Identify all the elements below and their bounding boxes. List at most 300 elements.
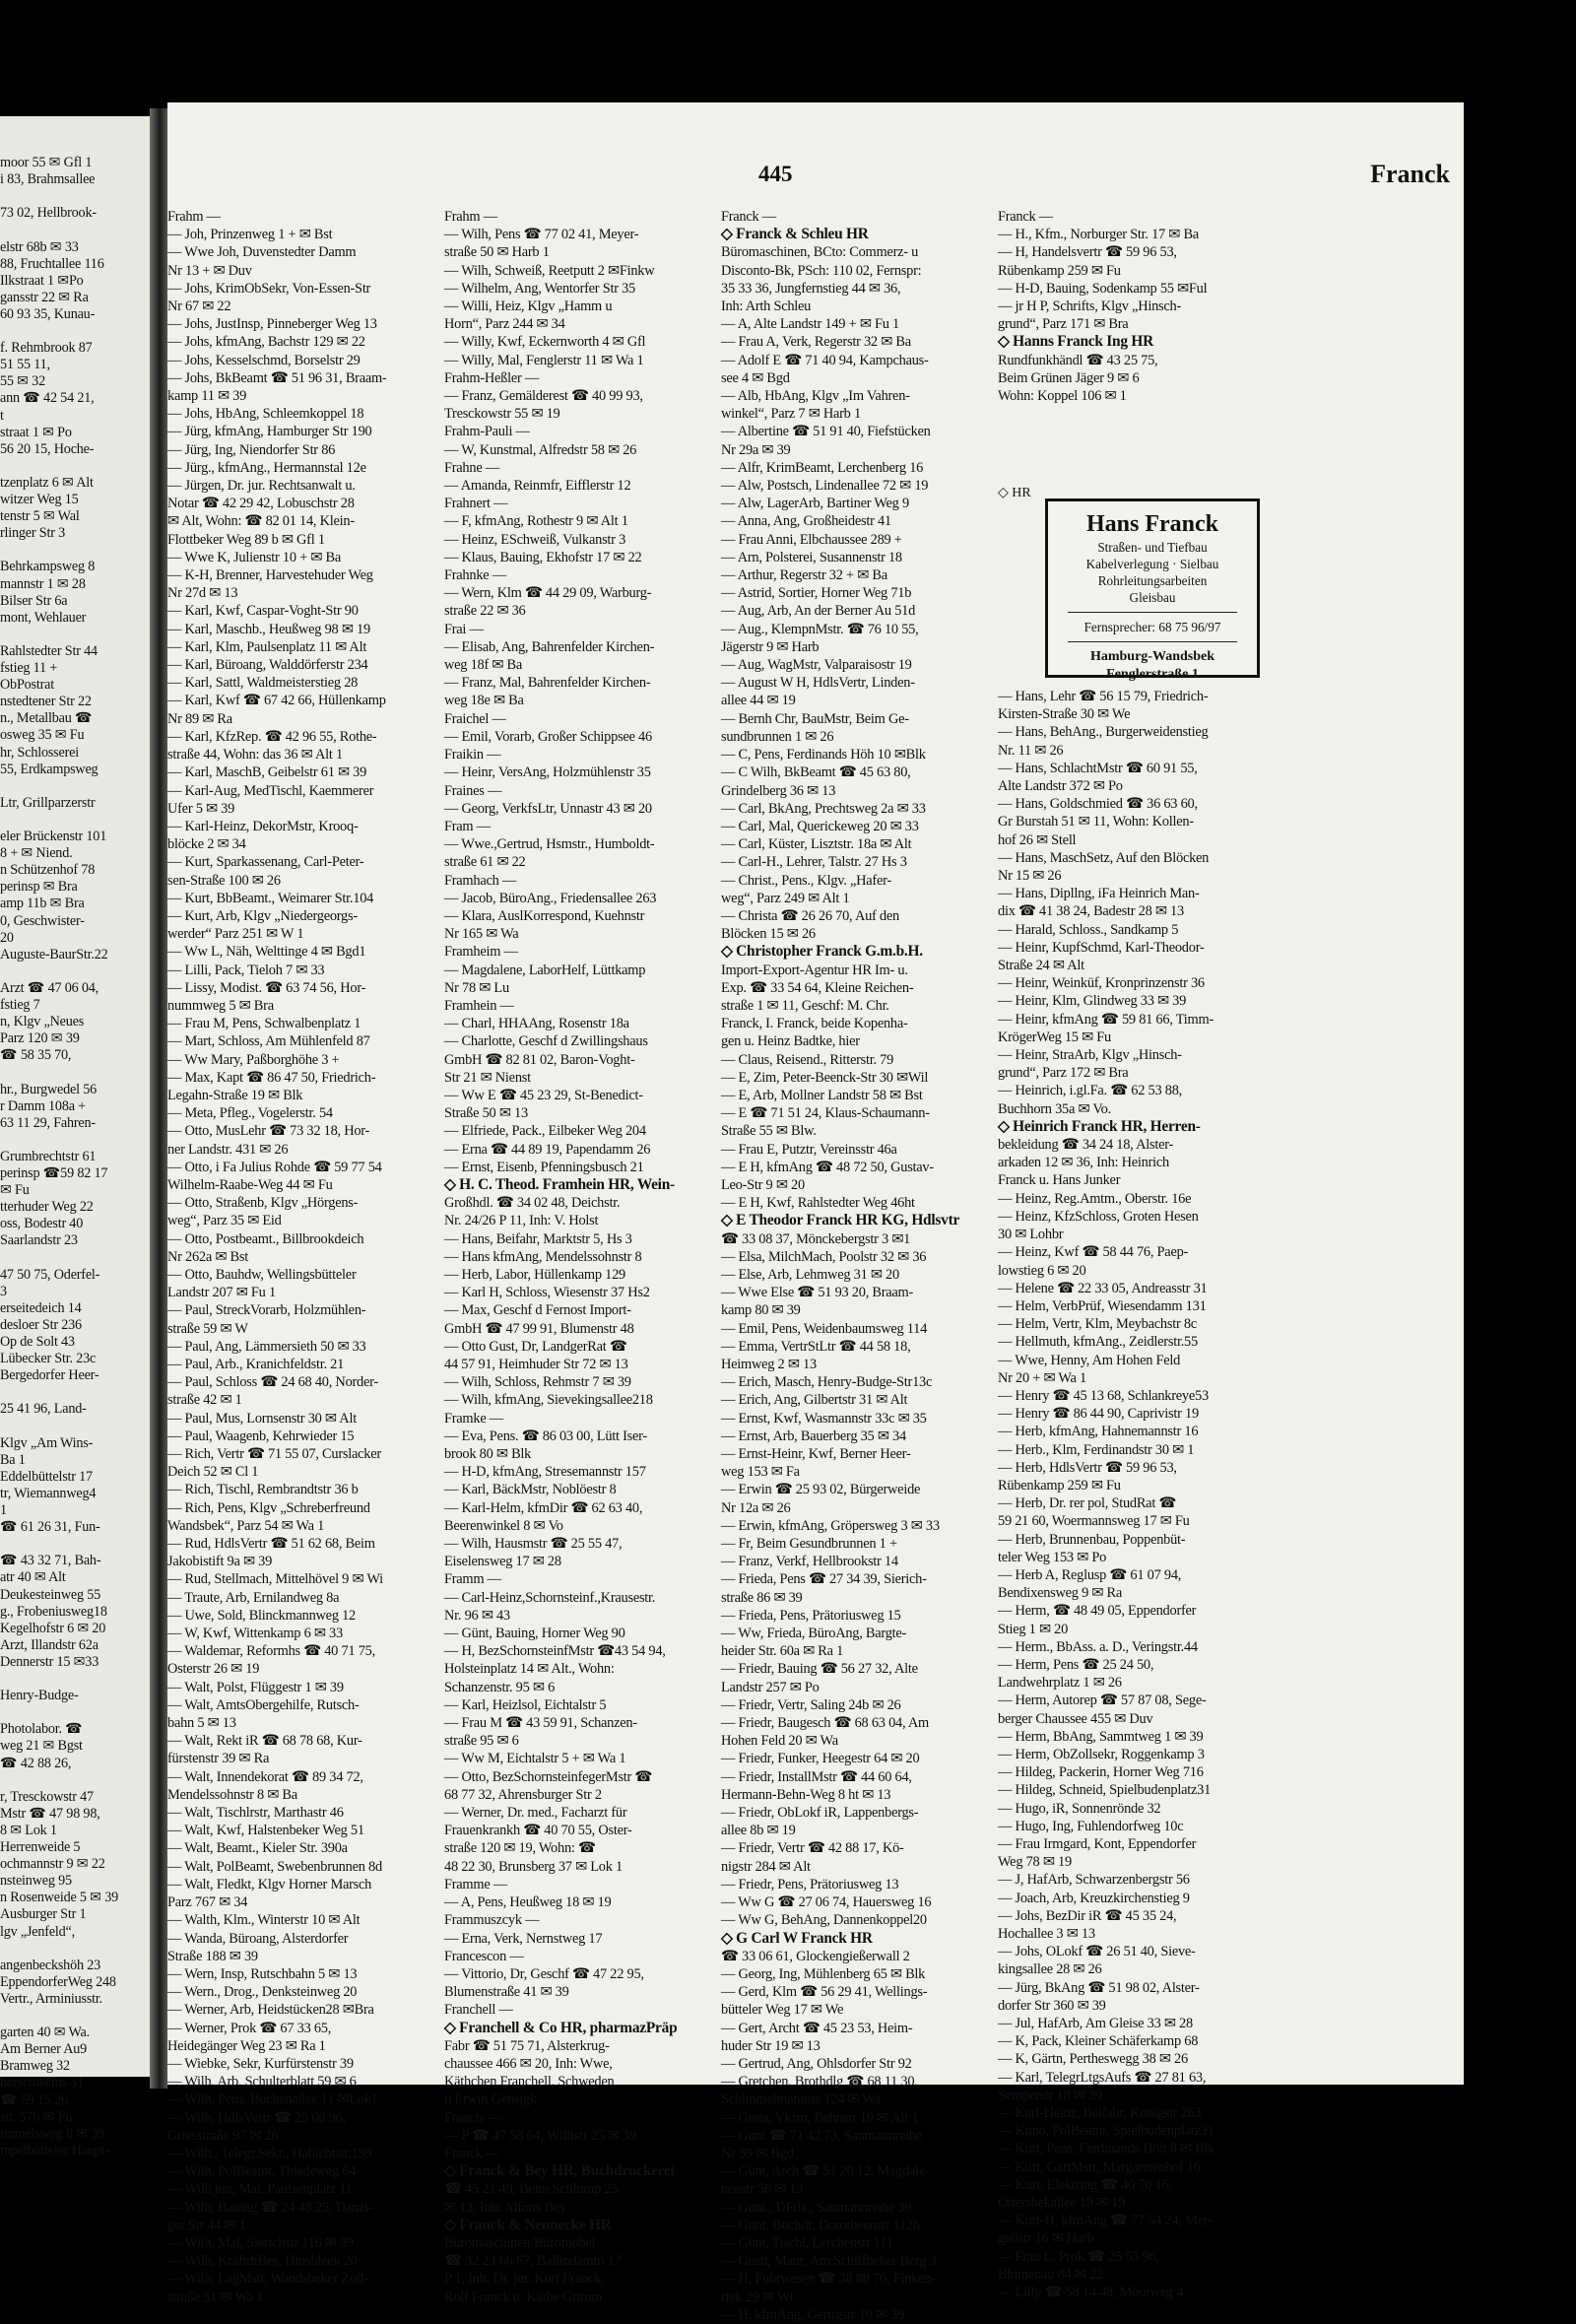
left-page-text-fragment: weg 21 ✉ Bgst — [0, 1738, 83, 1755]
directory-entry-line: Francescon — — [444, 1948, 524, 1964]
directory-entry-line: — Heinz, KfzSchloss, Groten Hesen — [998, 1208, 1199, 1225]
directory-entry-line: Schanzenstr. 95 ✉ 6 — [444, 1679, 556, 1695]
left-page-text-fragment: oss, Bodestr 40 — [0, 1216, 84, 1232]
directory-entry-line: — Otto, MusLehr ☎ 73 32 18, Hor- — [167, 1123, 370, 1140]
directory-entry-line: — Walt, Fledkt, Klgv Horner Marsch — [167, 1876, 372, 1892]
left-page-text-fragment: 47 50 75, Oderfel- — [0, 1266, 100, 1283]
directory-entry-line: Heimweg 2 ✉ 13 — [721, 1357, 817, 1372]
directory-entry-line: Semperstr 18 ✉ 39 — [998, 2087, 1102, 2103]
directory-entry-line: — Wilh, Arb, Schulterblatt 59 ✉ 6 — [167, 2074, 357, 2091]
directory-entry-line: — Alfr, KrimBeamt, Lerchenberg 16 — [721, 459, 924, 476]
directory-entry-line: — Gertrud, Ang, Ohlsdorfer Str 92 — [721, 2055, 912, 2072]
directory-entry-line: — Hans, BehAng., Burgerweidenstieg — [998, 724, 1209, 741]
left-page-text-fragment: elstr 68b ✉ 33 — [0, 238, 79, 255]
left-page-text-fragment: perinsp ✉ Bra — [0, 879, 78, 896]
directory-entry-line: — E H, Kwf, Rahlstedter Weg 46ht — [721, 1195, 915, 1212]
left-page-text-fragment: tzenplatz 6 ✉ Alt — [0, 474, 94, 491]
directory-entry-line: — Jürg, Ing, Niendorfer Str 86 — [167, 441, 336, 458]
directory-entry-line: Inh: Arth Schleu — [721, 299, 812, 315]
directory-entry-line: — Wilh, Mal, Sierichstr 116 ✉ 39 — [167, 2234, 354, 2251]
directory-entry-line: — Herb, Brunnenbau, Poppenbüt- — [998, 1531, 1186, 1548]
directory-entry-line: Käthchen Franchell, Schweden — [444, 2074, 615, 2091]
directory-entry-line: — Harald, Schloss., Sandkamp 5 — [998, 921, 1179, 938]
directory-entry-line: Franck, I. Franck, beide Kopenha- — [721, 1016, 908, 1032]
directory-entry-line: — Erna, Verk, Nernstweg 17 — [444, 1930, 603, 1947]
directory-entry-line: — Heinz, Reg.Amtm., Oberstr. 16e — [998, 1190, 1192, 1207]
directory-entry-line: Flottbeker Weg 89 b ✉ Gfl 1 — [167, 531, 325, 548]
directory-entry-line: Nr. 24/26 P 11, Inh: V. Holst — [444, 1213, 599, 1229]
directory-entry-line: — Herb, Dr. rer pol, StudRat ☎ — [998, 1495, 1177, 1512]
directory-entry-line: — Amanda, Reinmfr, Eifflerstr 12 — [444, 478, 631, 495]
directory-entry-line: Ottersbekallee 19 ✉ 19 — [998, 2195, 1126, 2212]
left-page-text-fragment: eler Brückenstr 101 — [0, 829, 107, 844]
advert-divider — [1068, 641, 1237, 642]
directory-entry-line: — Aug., KlempnMstr. ☎ 76 10 55, — [721, 621, 919, 637]
directory-entry-line: — Herm, Pens ☎ 25 24 50, — [998, 1656, 1154, 1673]
directory-entry-line: Buchhorn 35a ✉ Vo. — [998, 1100, 1111, 1117]
directory-entry-line: — Werner, Prok ☎ 67 33 65, — [167, 2020, 332, 2036]
directory-entry-line: — Elfriede, Pack., Eilbeker Weg 204 — [444, 1123, 646, 1140]
directory-entry-line: Beerenwinkel 8 ✉ Vo — [444, 1517, 563, 1534]
directory-entry-line: — Albertine ☎ 51 91 40, Fiefstücken — [721, 424, 931, 440]
directory-entry-line: 44 57 91, Heimhuder Str 72 ✉ 13 — [444, 1357, 628, 1372]
left-page-text-fragment: t — [0, 407, 4, 424]
left-page-text-fragment: atr 40 ✉ Alt — [0, 1569, 66, 1586]
directory-entry-line: — Alb, HbAng, Klgv „Im Vahren- — [721, 388, 910, 405]
directory-entry-line: Francis — — [444, 2109, 502, 2126]
directory-entry-line: straße 22 ✉ 36 — [444, 603, 526, 620]
directory-entry-line: Ufer 5 ✉ 39 — [167, 800, 235, 817]
left-page-text-fragment: EppendorferWeg 248 — [0, 1973, 116, 1990]
directory-entry-line: see 4 ✉ Bgd — [721, 369, 790, 386]
directory-entry-line: Nr 13 + ✉ Duv — [167, 262, 252, 279]
directory-entry-line: bahn 5 ✉ 13 — [167, 1715, 236, 1732]
directory-entry-line: — Johs, OLokf ☎ 26 51 40, Sieve- — [998, 1944, 1196, 1960]
directory-entry-line: — Friedr, InstallMstr ☎ 44 60 64, — [721, 1768, 912, 1785]
directory-entry-line: — Walt, Polst, Flüggestr 1 ✉ 39 — [167, 1679, 344, 1695]
directory-entry-line: allee 8b ✉ 19 — [721, 1823, 796, 1839]
advert-divider — [1068, 612, 1237, 613]
directory-entry-line: — Paul, Ang, Lämmersieth 50 ✉ 33 — [167, 1338, 366, 1355]
directory-entry-line: — Kurt, BbBeamt., Weimarer Str.104 — [167, 890, 374, 906]
directory-entry-line: — Otto Gust, Dr, LandgerRat ☎ — [444, 1338, 627, 1355]
left-page-text-fragment: 56 20 15, Hoche- — [0, 440, 95, 457]
directory-entry-line: — Günt, Arch ☎ 51 20 12, Magdale- — [721, 2163, 930, 2180]
left-page-text-fragment: 55 ✉ 32 — [0, 373, 45, 390]
left-page-text-fragment: Henry-Budge- — [0, 1688, 79, 1704]
left-page-text-fragment: n Schützenhof 78 — [0, 862, 96, 879]
directory-entry-line: weg 18e ✉ Ba — [444, 693, 524, 709]
directory-entry-line: Nr 165 ✉ Wa — [444, 926, 519, 943]
directory-entry-line: — Heinr, Klm, Glindweg 33 ✉ 39 — [998, 993, 1187, 1010]
directory-entry-line: — Gerd, Klm ☎ 56 29 41, Wellings- — [721, 1984, 928, 2001]
directory-entry-line: Horn“, Parz 244 ✉ 34 — [444, 316, 565, 333]
directory-entry-line: Landstr 207 ✉ Fu 1 — [167, 1285, 276, 1301]
directory-entry-line: — Paul, Mus, Lornsenstr 30 ✉ Alt — [167, 1410, 357, 1427]
left-page-text-fragment: ObPostrat — [0, 677, 54, 694]
directory-entry-line: — Friedr, Pens, Prätoriusweg 13 — [721, 1876, 899, 1892]
left-page-text-fragment: hr, Schlosserei — [0, 744, 79, 761]
directory-entry-line: — Frau E, Putztr, Vereinsstr 46a — [721, 1141, 897, 1158]
directory-entry-line: — Johs, HbAng, Schleemkoppel 18 — [167, 406, 364, 423]
directory-entry-line: Eiselensweg 17 ✉ 28 — [444, 1554, 561, 1570]
directory-entry-line: Notar ☎ 42 29 42, Lobuschstr 28 — [167, 496, 355, 512]
directory-entry-line: — Rich, Vertr ☎ 71 55 07, Curslacker — [167, 1446, 381, 1463]
directory-entry-line: GmbH ☎ 82 81 02, Baron-Voght- — [444, 1051, 635, 1068]
left-page-text-fragment: Klgv „Am Wins- — [0, 1434, 94, 1451]
directory-entry-line: nenstr 56 ✉ 13 — [721, 2181, 804, 2198]
left-page-text-fragment: ☎ 42 88 26, — [0, 1755, 72, 1771]
directory-entry-line: Framhein — — [444, 997, 514, 1014]
directory-entry-line: — Wwe K, Julienstr 10 + ✉ Ba — [167, 549, 341, 565]
left-page-text-fragment: erseitedeich 14 — [0, 1299, 82, 1316]
directory-entry-line: straße 59 ✉ W — [167, 1320, 248, 1337]
directory-entry-line: — Vittorio, Dr, Geschf ☎ 47 22 95, — [444, 1965, 644, 1982]
directory-entry-line: — Emil, Vorarb, Großer Schippsee 46 — [444, 728, 652, 745]
hans-franck-advertisement — [1045, 498, 1260, 682]
directory-entry-line: weg 18f ✉ Ba — [444, 657, 522, 674]
directory-entry-line: — H-D, kfmAng, Stresemannstr 157 — [444, 1464, 646, 1481]
directory-entry-line: Import-Export-Agentur HR Im- u. — [721, 962, 908, 978]
directory-entry-line: — Lilli, Pack, Tieloh 7 ✉ 33 — [167, 962, 325, 978]
directory-entry-line: — Franz, Verkf, Hellbrookstr 14 — [721, 1554, 898, 1570]
directory-entry-line: hof 26 ✉ Stell — [998, 831, 1077, 848]
directory-entry-line: — Ww, Frieda, BüroAng, Bargte- — [721, 1626, 907, 1642]
directory-column-4 — [998, 208, 1264, 2301]
directory-entry-line: — Karl, Heizlsol, Eichtalstr 5 — [444, 1696, 607, 1713]
directory-entry-line: blöcke 2 ✉ 34 — [167, 836, 246, 853]
directory-entry-line: — Friedr, ObLokf iR, Lappenbergs- — [721, 1805, 919, 1822]
directory-entry-line: — Arthur, Regerstr 32 + ✉ Ba — [721, 567, 887, 584]
directory-entry-line: — E H, kfmAng ☎ 48 72 50, Gustav- — [721, 1159, 934, 1175]
directory-entry-line: 48 22 30, Brunsberg 37 ✉ Lok 1 — [444, 1858, 623, 1875]
directory-entry-line: Disconto-Bk, PSch: 110 02, Fernspr: — [721, 262, 922, 279]
directory-entry-line: Framke — — [444, 1410, 503, 1427]
directory-column-1 — [167, 208, 438, 2305]
directory-entry-line: straße 95 ✉ 6 — [444, 1733, 519, 1750]
directory-entry-line: ◇ Christopher Franck G.m.b.H. — [721, 943, 923, 961]
directory-entry-line: Frai — — [444, 621, 484, 637]
directory-entry-line: — Anna, Ang, Großheidestr 41 — [721, 513, 891, 530]
directory-entry-line: — Karl, Kwf ☎ 67 42 66, Hüllenkamp — [167, 693, 386, 709]
directory-entry-line: — E, Zim, Peter-Beenck-Str 30 ✉Wil — [721, 1069, 929, 1086]
directory-entry-line: P 1, Inh: Dr. jur. Kurt Franck, — [444, 2271, 604, 2288]
directory-entry-line: — Meta, Pfleg., Vogelerstr. 54 — [167, 1105, 333, 1122]
directory-entry-line: Nr 89 ✉ Ra — [167, 710, 232, 727]
directory-entry-line: — Wilh, Pens, Buchenallee 11 ✉Lok1 — [167, 2092, 378, 2108]
left-page-text-fragment: Bergedorfer Heer- — [0, 1367, 99, 1384]
directory-entry-line: Frahm-Pauli — — [444, 424, 530, 440]
directory-entry-line: — E, Arb, Mollner Landstr 58 ✉ Bst — [721, 1087, 923, 1103]
directory-entry-line: Landstr 257 ✉ Po — [721, 1679, 820, 1695]
directory-entry-line: teler Weg 153 ✉ Po — [998, 1549, 1107, 1565]
directory-entry-line: — H, Fuhrwesen ☎ 38 88 76, Finken- — [721, 2271, 936, 2288]
directory-entry-line: — Erwin ☎ 25 93 02, Bürgerweide — [721, 1482, 921, 1498]
directory-entry-line: — Carl, Mal, Querickeweg 20 ✉ 33 — [721, 818, 919, 834]
left-page-text-fragment: Ausburger Str 1 — [0, 1906, 87, 1923]
directory-entry-line: — H, kfmAng, Gertigstr 10 ✉ 39 — [721, 2306, 905, 2323]
left-page-text-fragment: 3 — [0, 1283, 7, 1299]
directory-entry-line: Wohn: Koppel 106 ✉ 1 — [998, 388, 1127, 405]
directory-entry-line: — Johs, BezDir iR ☎ 45 35 24, — [998, 1907, 1177, 1924]
directory-entry-line: — Friedr, Vertr, Saling 24b ✉ 26 — [721, 1696, 901, 1713]
directory-entry-line: bekleidung ☎ 34 24 18, Alster- — [998, 1137, 1174, 1154]
left-page-text-fragment: fstieg 7 — [0, 997, 40, 1013]
directory-entry-line: — Jürg., kfmAng., Hermannstal 12e — [167, 459, 366, 476]
directory-entry-line: Schimmelmannstr 124 ✉ Wa — [721, 2092, 881, 2108]
directory-entry-line: — Otto, Straßenb, Klgv „Hörgens- — [167, 1195, 359, 1212]
left-page-text-fragment: Kegelhofstr 6 ✉ 20 — [0, 1620, 106, 1636]
directory-entry-line: Straße 188 ✉ 39 — [167, 1948, 258, 1964]
directory-entry-line: Blumenau 84 ✉ 22 — [998, 2266, 1103, 2283]
directory-entry-line: — Ww L, Näh, Welttinge 4 ✉ Bgd1 — [167, 944, 366, 961]
directory-entry-line: — H, BezSchornsteinfMstr ☎43 54 94, — [444, 1643, 666, 1660]
left-page-text-fragment: immelsweg 8 ✉ 39 — [0, 2125, 105, 2142]
directory-entry-line: — Klara, AuslKorrespond, Kuehnstr — [444, 907, 645, 924]
left-page-margin — [0, 116, 150, 2158]
left-page-text-fragment: n Rosenweide 5 ✉ 39 — [0, 1890, 118, 1906]
directory-entry-line: — Aug, Arb, An der Berner Au 51d — [721, 603, 916, 620]
directory-entry-line: — C Wilh, BkBeamt ☎ 45 63 80, — [721, 764, 911, 781]
directory-entry-line: Frahnert — — [444, 496, 508, 512]
directory-entry-line: 30 ✉ Lohbr — [998, 1227, 1064, 1243]
left-page-text-fragment: Am Berner Au9 — [0, 2041, 88, 2058]
left-page-text-fragment: Parz 120 ✉ 39 — [0, 1030, 80, 1047]
column-surname-heading: Frahm — — [167, 209, 221, 225]
directory-entry-line: — Rud, HdlsVertr ☎ 51 62 68, Beim — [167, 1536, 375, 1553]
directory-entry-line: Fabr ☎ 51 75 71, Alsterkrug- — [444, 2037, 610, 2054]
directory-entry-line: — Emma, VertrStLtr ☎ 44 58 18, — [721, 1338, 911, 1355]
directory-entry-line: — August W H, HdlsVertr, Linden- — [721, 675, 915, 692]
left-page-text-fragment: ☎ 61 26 31, Fun- — [0, 1519, 100, 1536]
directory-entry-line: — Charl, HHAAng, Rosenstr 18a — [444, 1016, 629, 1032]
directory-entry-line: — Erwin, kfmAng, Gröpersweg 3 ✉ 33 — [721, 1517, 940, 1534]
left-page-text-fragment: 51 55 11, — [0, 357, 50, 373]
directory-entry-line: — K-H, Brenner, Harvestehuder Weg — [167, 567, 373, 584]
directory-entry-line: — P ☎ 47 58 64, Willistr 25 ✉ 39 — [444, 2127, 636, 2144]
directory-entry-line: — Ernst, Arb, Bauerberg 35 ✉ 34 — [721, 1428, 906, 1444]
directory-entry-line: — jr H P, Schrifts, Klgv „Hinsch- — [998, 299, 1182, 315]
directory-entry-line: kamp 80 ✉ 39 — [721, 1302, 801, 1319]
directory-entry-line: ☎ 33 06 61, Glockengießerwall 2 — [721, 1948, 910, 1964]
directory-entry-line: — Herm, ObZollsekr, Roggenkamp 3 — [998, 1746, 1205, 1762]
left-page-text-fragment: 8 + ✉ Niend. — [0, 845, 73, 862]
directory-entry-line: — Bernh Chr, BauMstr, Beim Ge- — [721, 710, 909, 727]
running-head: Franck — [1370, 160, 1450, 188]
directory-entry-line: winkel“, Parz 7 ✉ Harb 1 — [721, 406, 861, 423]
directory-entry-line: — Kurt, GartMstr, Margaretenhof 16 — [998, 2158, 1201, 2175]
left-page-text-fragment: 1 — [0, 1502, 7, 1518]
directory-entry-line: Alte Landstr 372 ✉ Po — [998, 778, 1123, 795]
directory-entry-line: allee 44 ✉ 19 — [721, 693, 796, 709]
directory-entry-line: Frahm-Heßler — — [444, 369, 540, 386]
directory-entry-line: — Friedr, Funker, Heegestr 64 ✉ 20 — [721, 1751, 920, 1767]
directory-entry-line: Framm — — [444, 1571, 501, 1588]
left-page-text-fragment: amp 11b ✉ Bra — [0, 896, 85, 912]
directory-entry-line: — Wwe Joh, Duvenstedter Damm — [167, 244, 357, 261]
directory-entry-line: — Walt, Kwf, Halstenbeker Weg 51 — [167, 1823, 364, 1839]
left-page-text-fragment: Lübecker Str. 23c — [0, 1351, 97, 1367]
directory-entry-line: u Erwin Gensigk — [444, 2092, 537, 2108]
directory-entry-line: — Willy, Kwf, Eckernworth 4 ✉ Gfl — [444, 334, 646, 351]
directory-entry-line: Fram — — [444, 818, 491, 834]
directory-entry-line: — Claus, Reisend., Ritterstr. 79 — [721, 1051, 894, 1068]
directory-entry-line: — Christa ☎ 26 26 70, Auf den — [721, 907, 899, 924]
left-page-text-fragment: mpelbütteler Haupt- — [0, 2142, 109, 2158]
directory-entry-line: — Paul, Waagenb, Kehrwieder 15 — [167, 1428, 355, 1444]
left-page-text-fragment: Photolabor. ☎ — [0, 1721, 83, 1738]
left-page-text-fragment: Vertr., Arminiusstr. — [0, 1990, 102, 2007]
left-page-text-fragment: Rahlstedter Str 44 — [0, 642, 98, 659]
directory-entry-line: — Hellmuth, kfmAng., Zeidlerstr.55 — [998, 1334, 1198, 1351]
advert-service-line: Rohrleitungsarbeiten — [1097, 573, 1208, 588]
directory-entry-line: Frahne — — [444, 459, 499, 476]
directory-entry-line: — Helm, VerbPrüf, Wiesendamm 131 — [998, 1297, 1207, 1314]
directory-entry-line: — Wilh, HdlsVertr ☎ 25 06 96, — [167, 2109, 346, 2126]
directory-entry-line: — A, Pens, Heußweg 18 ✉ 19 — [444, 1894, 612, 1911]
directory-entry-line: — Walt, Tischlrstr, Marthastr 46 — [167, 1805, 344, 1822]
directory-entry-line: ☎ 33 08 37, Mönckebergstr 3 ✉1 — [721, 1230, 911, 1247]
directory-entry-line: — Herb., Klm, Ferdinandstr 30 ✉ 1 — [998, 1441, 1195, 1458]
left-page-text-fragment: Saarlandstr 23 — [0, 1232, 78, 1249]
directory-entry-line: — Hans kfmAng, Mendelssohnstr 8 — [444, 1248, 642, 1265]
directory-entry-line: Rübenkamp 259 ✉ Fu — [998, 262, 1121, 279]
directory-entry-line: kingsallee 28 ✉ 26 — [998, 1961, 1102, 1978]
directory-entry-line: — Carl-H., Lehrer, Talstr. 27 Hs 3 — [721, 854, 907, 871]
directory-entry-line: Leo-Str 9 ✉ 20 — [721, 1176, 805, 1193]
directory-entry-line: — H-D, Bauing, Sodenkamp 55 ✉Ful — [998, 280, 1208, 297]
directory-entry-line: — Otto, i Fa Julius Rohde ☎ 59 77 54 — [167, 1159, 382, 1175]
directory-entry-line: — A, Alte Landstr 149 + ✉ Fu 1 — [721, 316, 899, 333]
directory-entry-line: — Johs, JustInsp, Pinneberger Weg 13 — [167, 316, 377, 333]
directory-entry-line: — Hans, Lehr ☎ 56 15 79, Friedrich- — [998, 689, 1209, 704]
directory-entry-line: — Georg, VerkfsLtr, Unnastr 43 ✉ 20 — [444, 800, 652, 817]
directory-entry-line: ◇ Heinrich Franck HR, Herren- — [998, 1117, 1201, 1135]
left-page-text-fragment: r Damm 108a + — [0, 1097, 86, 1114]
directory-entry-line: weg 153 ✉ Fa — [721, 1464, 800, 1481]
left-page-text-fragment: ochmannstr 9 ✉ 22 — [0, 1856, 105, 1873]
directory-entry-line: arkaden 12 ✉ 36, Inh: Heinrich — [998, 1155, 1169, 1171]
directory-entry-line: — Fr, Beim Gesundbrunnen 1 + — [721, 1536, 897, 1553]
directory-entry-line: — Karl, KfzRep. ☎ 42 96 55, Rothe- — [167, 728, 377, 745]
directory-entry-line: — Hans, Beifahr, Marktstr 5, Hs 3 — [444, 1230, 632, 1247]
left-page-text-fragment: Deukesteinweg 55 — [0, 1586, 100, 1603]
directory-entry-line: — Uwe, Sold, Blinckmannweg 12 — [167, 1607, 357, 1624]
directory-column-3 — [721, 208, 992, 2323]
directory-entry-line: — W, Kunstmal, Alfredstr 58 ✉ 26 — [444, 441, 637, 458]
directory-entry-line: — Herb, HdlsVertr ☎ 59 96 53, — [998, 1459, 1177, 1476]
directory-entry-line: — Ww G ☎ 27 06 74, Hauersweg 16 — [721, 1894, 932, 1911]
directory-entry-line: KrögerWeg 15 ✉ Fu — [998, 1029, 1111, 1045]
left-page-text-fragment: angenbeckshöh 23 — [0, 1957, 100, 1973]
directory-entry-line: — Wwe Else ☎ 51 93 20, Braam- — [721, 1285, 914, 1301]
left-page-text-fragment: berschleems 31 — [0, 2075, 85, 2092]
directory-entry-line: — Heinr, kfmAng ☎ 59 81 66, Timm- — [998, 1011, 1214, 1028]
left-page-text-fragment: f. Rehmbrook 87 — [0, 340, 93, 357]
directory-entry-line: — Walt, Rekt iR ☎ 68 78 68, Kur- — [167, 1733, 362, 1750]
directory-entry-line: — Friedr, Bauing ☎ 56 27 32, Alte — [721, 1661, 918, 1678]
directory-entry-line: dix ☎ 41 38 24, Badestr 28 ✉ 13 — [998, 903, 1184, 920]
column-4-top-entries — [998, 208, 1264, 405]
left-page-text-fragment: nstedtener Str 22 — [0, 694, 92, 710]
left-page-text-fragment: 20 — [0, 929, 14, 946]
directory-entry-line: — Kurt, Sparkassenang, Carl-Peter- — [167, 854, 364, 871]
directory-entry-line: — Astrid, Sortier, Horner Weg 71b — [721, 585, 912, 602]
directory-entry-line: — Hildeg, Schneid, Spielbudenplatz31 — [998, 1782, 1212, 1799]
directory-entry-line: — Helm, Vertr, Klm, Meybachstr 8c — [998, 1316, 1197, 1333]
directory-entry-line: — Walt, AmtsObergehilfe, Rutsch- — [167, 1696, 360, 1713]
directory-entry-line: — Willi, Heiz, Klgv „Hamm u — [444, 299, 613, 315]
left-page-text-fragment: 8 ✉ Lok 1 — [0, 1822, 57, 1838]
directory-entry-line: Parz 767 ✉ 34 — [167, 1894, 248, 1911]
directory-entry-line: — Erich, Masch, Henry-Budge-Str13c — [721, 1374, 933, 1391]
directory-entry-line: — Günt, Tischl, Lerchenstr 111 — [721, 2234, 893, 2251]
directory-entry-line: — Greta, Vkfrn, Behnstr 19 ✉ Alt 1 — [721, 2109, 919, 2126]
directory-entry-line: — Wilh., Telegr.Sekr., Habichtstr.139 — [167, 2145, 372, 2161]
directory-entry-line: ◇ G Carl W Franck HR — [721, 1929, 873, 1947]
directory-entry-line: — Kurt, Elektring ☎ 40 70 16, — [998, 2176, 1172, 2193]
directory-entry-line: — Aug, WagMstr, Valparaisostr 19 — [721, 657, 912, 674]
directory-entry-line: Landwehrplatz 1 ✉ 26 — [998, 1675, 1122, 1692]
directory-entry-line: — Frau Irmgard, Kont, Eppendorfer — [998, 1836, 1197, 1852]
directory-entry-line: — Walt, PolBeamt, Swebenbrunnen 8d — [167, 1858, 382, 1875]
left-page-text-fragment: Ba 1 — [0, 1451, 26, 1468]
directory-entry-line: — Paul, Arb., Kranichfeldstr. 21 — [167, 1357, 345, 1372]
directory-entry-line: — Friedr, Vertr ☎ 42 88 17, Kö- — [721, 1840, 904, 1857]
directory-entry-line: — Henry ☎ 86 44 90, Caprivistr 19 — [998, 1406, 1199, 1423]
directory-entry-line: Jägerstr 9 ✉ Harb — [721, 638, 820, 655]
directory-entry-line: — Wern, Klm ☎ 44 29 09, Warburg- — [444, 585, 652, 602]
directory-entry-line: Tresckowstr 55 ✉ 19 — [444, 406, 560, 423]
directory-entry-line: — Mart, Schloss, Am Mühlenfeld 87 — [167, 1033, 370, 1050]
directory-entry-line: — Klaus, Bauing, Ekhofstr 17 ✉ 22 — [444, 549, 642, 565]
directory-entry-line: Straße 50 ✉ 13 — [444, 1105, 528, 1122]
directory-entry-line: Franck — — [444, 2145, 499, 2161]
directory-entry-line: — Traute, Arb, Ernilandweg 8a — [167, 1589, 340, 1606]
left-page-text-fragment: 25 41 96, Land- — [0, 1401, 87, 1418]
advert-marker: ◇ HR — [998, 486, 1031, 500]
directory-entry-line: — Karl-Helm, kfmDir ☎ 62 63 40, — [444, 1499, 643, 1516]
directory-entry-line: — H, Handelsvertr ☎ 59 96 53, — [998, 244, 1177, 261]
directory-entry-line: Nr 12a ✉ 26 — [721, 1499, 791, 1516]
directory-entry-line: Blöcken 15 ✉ 26 — [721, 926, 816, 943]
directory-entry-line: — Eva, Pens. ☎ 86 03 00, Lütt Iser- — [444, 1428, 647, 1444]
directory-entry-line: Nr 15 ✉ 26 — [998, 868, 1062, 885]
left-page-text-fragment: 88, Fruchtallee 116 — [0, 255, 104, 272]
directory-entry-line: — E ☎ 71 51 24, Klaus-Schaumann- — [721, 1105, 930, 1122]
advert-city: Hamburg-Wandsbek — [1089, 649, 1215, 664]
directory-entry-line: ☎ 32 23 66/67, Ballindamm 17 — [444, 2253, 622, 2270]
left-page-text-fragment: Mstr ☎ 47 98 98, — [0, 1805, 100, 1822]
directory-entry-line: Nr 262a ✉ Bst — [167, 1248, 248, 1265]
left-page-text-fragment: straat 1 ✉ Po — [0, 424, 72, 440]
directory-entry-line: Nr 78 ✉ Lu — [444, 979, 509, 996]
directory-entry-line: — Max, Geschf d Fernost Import- — [444, 1302, 631, 1319]
directory-entry-line: huder Str 19 ✉ 13 — [721, 2037, 821, 2054]
directory-entry-line: — Ernst, Eisenb, Pfenningsbusch 21 — [444, 1159, 644, 1175]
directory-entry-line: Gr Burstah 51 ✉ 11, Wohn: Kollen- — [998, 814, 1194, 830]
directory-entry-line: — Günt, Buchdr, Dorotheenstr 112b — [721, 2217, 920, 2233]
directory-entry-line: Heidegänger Weg 23 ✉ Ra 1 — [167, 2037, 326, 2054]
left-page-text-fragment: g., Frobeniusweg18 — [0, 1603, 107, 1620]
directory-entry-line: Nr 27d ✉ 13 — [167, 585, 238, 602]
directory-entry-line: Blumenstraße 41 ✉ 39 — [444, 1984, 569, 2001]
left-page-text-fragment: i 83, Brahmsallee — [0, 171, 96, 188]
page-header — [167, 160, 1464, 191]
directory-entry-line: Nr 39 ✉ Bgd — [721, 2145, 794, 2161]
directory-entry-line: ◇ Franck & Schleu HR — [721, 226, 869, 243]
directory-entry-line: — K, Pack, Kleiner Schäferkamp 68 — [998, 2033, 1199, 2050]
